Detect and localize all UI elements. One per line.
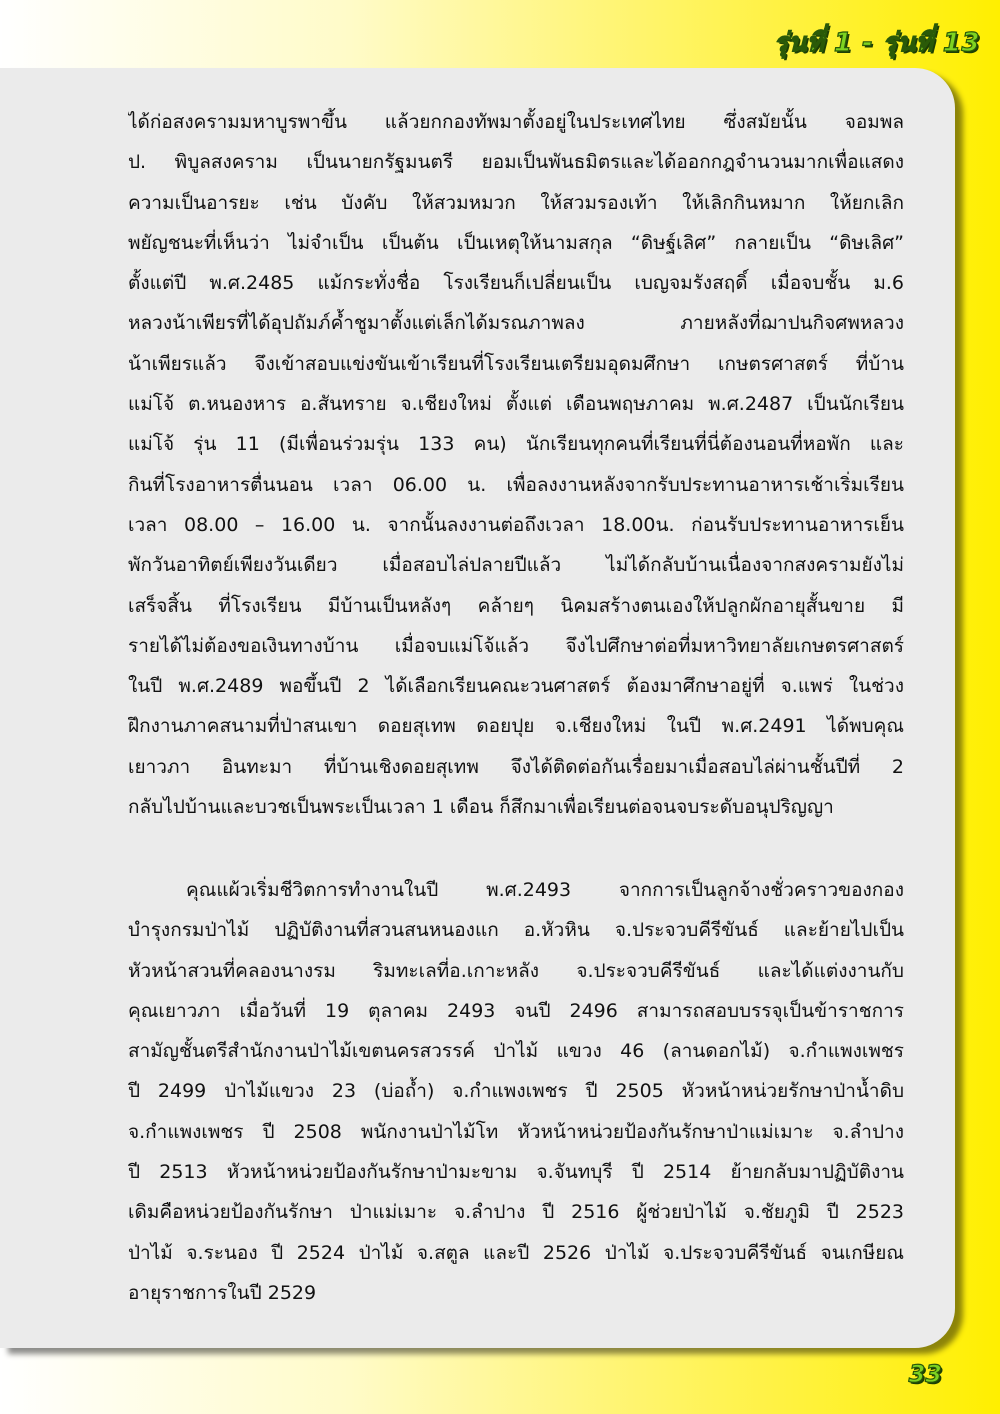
paragraph-2: [128, 870, 904, 1313]
text-line: แม่โจ้ รุ่น 11 (มีเพื่อนร่วมรุ่น 133 คน) นักเรียนทุกคนที่เรียนที่นี่ต้องนอนที่หอพัก และ: [128, 433, 904, 456]
paragraph-1: [128, 102, 904, 827]
page-header-title: รุ่นที่ 1 - รุ่นที่ 13: [773, 28, 980, 58]
text-line: ฝึกงานภาคสนามที่ป่าสนเขา ดอยสุเทพ ดอยปุย จ.เชียงใหม่ ในปี พ.ศ.2491 ได้พบคุณ: [128, 715, 904, 738]
text-line: พยัญชนะที่เห็นว่า ไม่จำเป็น เป็นต้น เป็นเหตุให้นามสกุล “ดิษฐ์เลิศ” กลายเป็น “ดิษเลิศ”: [128, 231, 904, 254]
text-line: เยาวภา อินทะมา ที่บ้านเชิงดอยสุเทพ จึงได้ติดต่อกันเรื่อยมาเมื่อสอบไล่ผ่านชั้นปีที่ 2: [128, 755, 904, 778]
text-line: กินที่โรงอาหารตื่นนอน เวลา 06.00 น. เพื่อลงงานหลังจากรับประทานอาหารเช้าเริ่มเรียน: [128, 473, 904, 496]
text-line: สามัญชั้นตรีสำนักงานป่าไม้เขตนครสวรรค์ ป่าไม้ แขวง 46 (ลานดอกไม้) จ.กำแพงเพชร: [128, 1040, 904, 1063]
text-line: พักวันอาทิตย์เพียงวันเดียว เมื่อสอบไล่ปลายปีแล้ว ไม่ได้กลับบ้านเนื่องจากสงครามยังไม่: [128, 554, 904, 577]
page-number: 33: [908, 1360, 942, 1388]
text-line: ป. พิบูลสงคราม เป็นนายกรัฐมนตรี ยอมเป็นพันธมิตรและได้ออกกฎจำนวนมากเพื่อแสดง: [128, 151, 904, 174]
text-line: ป่าไม้ จ.ระนอง ปี 2524 ป่าไม้ จ.สตูล และปี 2526 ป่าไม้ จ.ประจวบคีรีขันธ์ จนเกษียณ: [128, 1241, 904, 1264]
text-line: อายุราชการในปี 2529: [128, 1281, 317, 1304]
text-line: ความเป็นอารยะ เช่น บังคับ ให้สวมหมวก ให้สวมรองเท้า ให้เลิกกินหมาก ให้ยกเลิก: [128, 191, 904, 214]
text-line: ปี 2499 ป่าไม้แขวง 23 (บ่อถ้ำ) จ.กำแพงเพชร ปี 2505 หัวหน้าหน่วยรักษาป่าน้ำดิบ: [128, 1080, 904, 1103]
text-line: คุณแผ้วเริ่มชีวิตการทำงานในปี พ.ศ.2493 จากการเป็นลูกจ้างชั่วคราวของกอง: [186, 879, 904, 901]
text-line: กลับไปบ้านและบวชเป็นพระเป็นเวลา 1 เดือน ก็สึกมาเพื่อเรียนต่อจนจบระดับอนุปริญญา: [128, 796, 834, 819]
text-line: ในปี พ.ศ.2489 พอขึ้นปี 2 ได้เลือกเรียนคณะวนศาสตร์ ต้องมาศึกษาอยู่ที่ จ.แพร่ ในช่วง: [128, 675, 904, 698]
text-line: จ.กำแพงเพชร ปี 2508 พนักงานป่าไม้โท หัวหน้าหน่วยป้องกันรักษาป่าแม่เมาะ จ.ลำปาง: [128, 1120, 904, 1143]
text-line: บำรุงกรมป่าไม้ ปฏิบัติงานที่สวนสนหนองแก อ.หัวหิน จ.ประจวบคีรีขันธ์ และย้ายไปเป็น: [128, 919, 904, 942]
text-line: ตั้งแต่ปี พ.ศ.2485 แม้กระทั่งชื่อ โรงเรียนก็เปลี่ยนเป็น เบญจมรังสฤดิ์ เมื่อจบชั้น ม.6: [128, 272, 904, 295]
text-line: เสร็จสิ้น ที่โรงเรียน มีบ้านเป็นหลังๆ คล้ายๆ นิคมสร้างตนเองให้ปลูกผักอายุสั้นขาย มี: [128, 594, 904, 617]
text-line: หลวงน้าเพียรที่ได้อุปถัมภ์ค้ำชูมาตั้งแต่เล็กได้มรณภาพลง ภายหลังที่ฌาปนกิจศพหลวง: [128, 312, 904, 335]
text-line: แม่โจ้ ต.หนองหาร อ.สันทราย จ.เชียงใหม่ ตั้งแต่ เดือนพฤษภาคม พ.ศ.2487 เป็นนักเรียน: [128, 393, 904, 416]
text-line: คุณเยาวภา เมื่อวันที่ 19 ตุลาคม 2493 จนปี 2496 สามารถสอบบรรจุเป็นข้าราชการ: [128, 999, 904, 1022]
text-line: เดิมคือหน่วยป้องกันรักษา ป่าแม่เมาะ จ.ลำปาง ปี 2516 ผู้ช่วยป่าไม้ จ.ชัยภูมิ ปี 2523: [128, 1201, 904, 1224]
text-line: ปี 2513 หัวหน้าหน่วยป้องกันรักษาป่ามะขาม จ.จันทบุรี ปี 2514 ย้ายกลับมาปฏิบัติงาน: [128, 1161, 904, 1184]
text-line: รายได้ไม่ต้องขอเงินทางบ้าน เมื่อจบแม่โจ้แล้ว จึงไปศึกษาต่อที่มหาวิทยาลัยเกษตรศาสตร์: [128, 634, 904, 657]
text-line: ได้ก่อสงครามมหาบูรพาขึ้น แล้วยกกองทัพมาตั้งอยู่ในประเทศไทย ซึ่งสมัยนั้น จอมพล: [128, 111, 904, 133]
text-line: น้าเพียรแล้ว จึงเข้าสอบแข่งขันเข้าเรียนที่โรงเรียนเตรียมอุดมศึกษา เกษตรศาสตร์ ที่บ้าน: [128, 352, 904, 375]
text-line: หัวหน้าสวนที่คลองนางรม ริมทะเลที่อ.เกาะหลัง จ.ประจวบคีรีขันธ์ และได้แต่งงานกับ: [128, 959, 904, 982]
text-line: เวลา 08.00 – 16.00 น. จากนั้นลงงานต่อถึงเวลา 18.00น. ก่อนรับประทานอาหารเย็น: [128, 513, 904, 536]
